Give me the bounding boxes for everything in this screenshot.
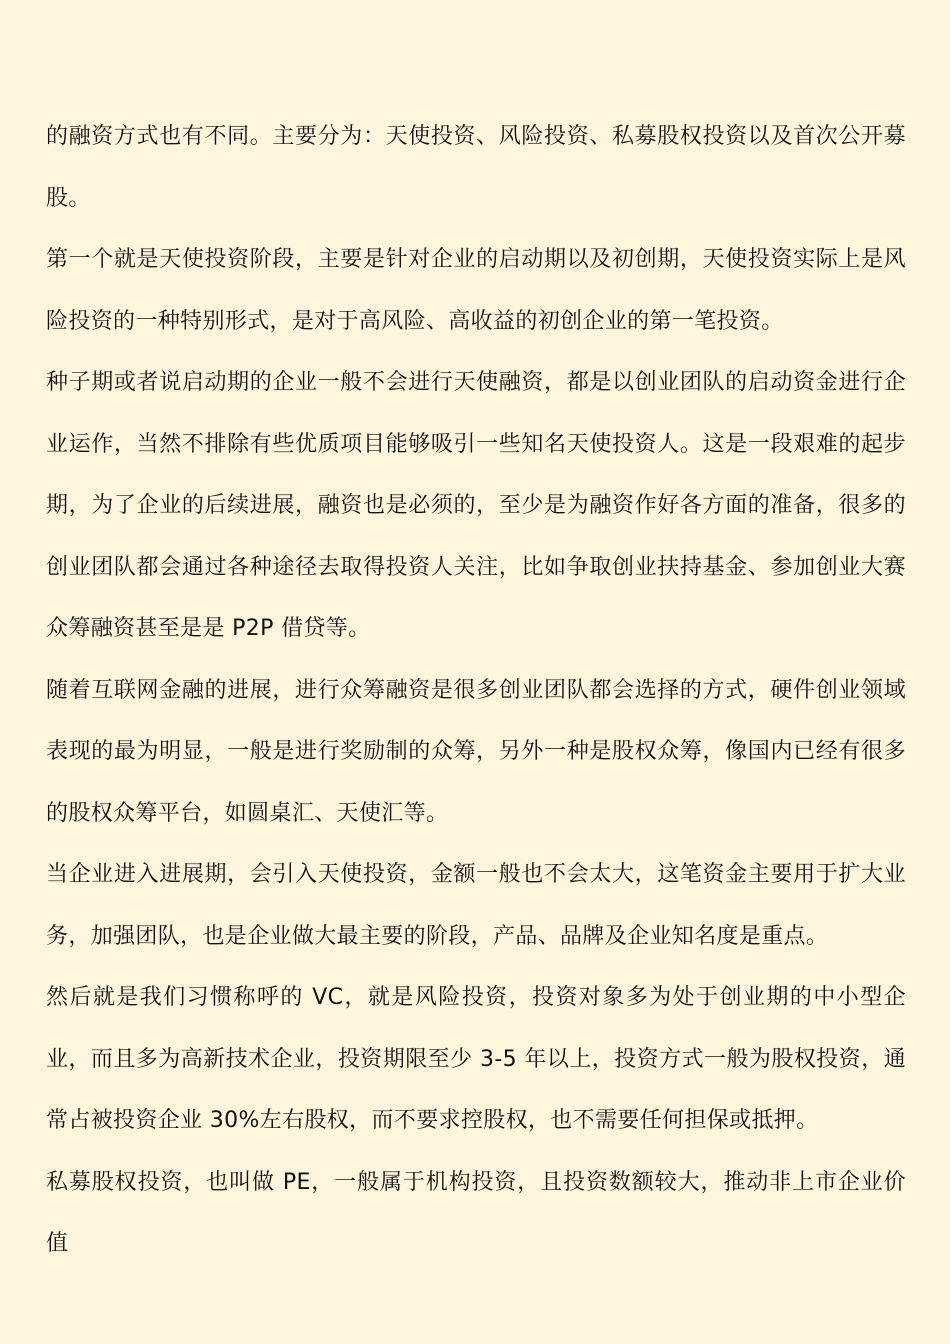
document-body (46, 106, 906, 1275)
paragraph-3: 种子期或者说启动期的企业一般不会进行天使融资，都是以创业团队的启动资金进行企业运作，当然不排除有些优质项目能够吸引一些知名天使投资人。这是一段艰难的起步期，为了企业的后续进展，融资也是必须的，至少是为融资作好各方面的准备，很多的创业团队都会通过各种途径去取得投资人关注，比如争取创业扶持基金、参加创业大赛众筹融资甚至是是 P2P 借贷等。 (46, 370, 906, 641)
paragraph-1: 的融资方式也有不同。主要分为：天使投资、风险投资、私募股权投资以及首次公开募股。 (46, 124, 906, 211)
paragraph-7: 私募股权投资，也叫做 PE，一般属于机构投资，且投资数额较大，推动非上市企业价值 (46, 1169, 906, 1256)
paragraph-5: 当企业进入进展期，会引入天使投资，金额一般也不会太大，这笔资金主要用于扩大业务，加强团队，也是企业做大最主要的阶段，产品、品牌及企业知名度是重点。 (46, 862, 906, 949)
paragraph-2: 第一个就是天使投资阶段，主要是针对企业的启动期以及初创期，天使投资实际上是风险投资的一种特别形式，是对于高风险、高收益的初创企业的第一笔投资。 (46, 247, 906, 334)
paragraph-6: 然后就是我们习惯称呼的 VC，就是风险投资，投资对象多为处于创业期的中小型企业，而且多为高新技术企业，投资期限至少 3-5 年以上，投资方式一般为股权投资，通常占被投资企业 30%左右股权，而不要求控股权，也不需要任何担保或抵押。 (46, 985, 906, 1133)
paragraph-4: 随着互联网金融的进展，进行众筹融资是很多创业团队都会选择的方式，硬件创业领域表现的最为明显，一般是进行奖励制的众筹，另外一种是股权众筹，像国内已经有很多的股权众筹平台，如圆桌汇、天使汇等。 (46, 677, 906, 826)
